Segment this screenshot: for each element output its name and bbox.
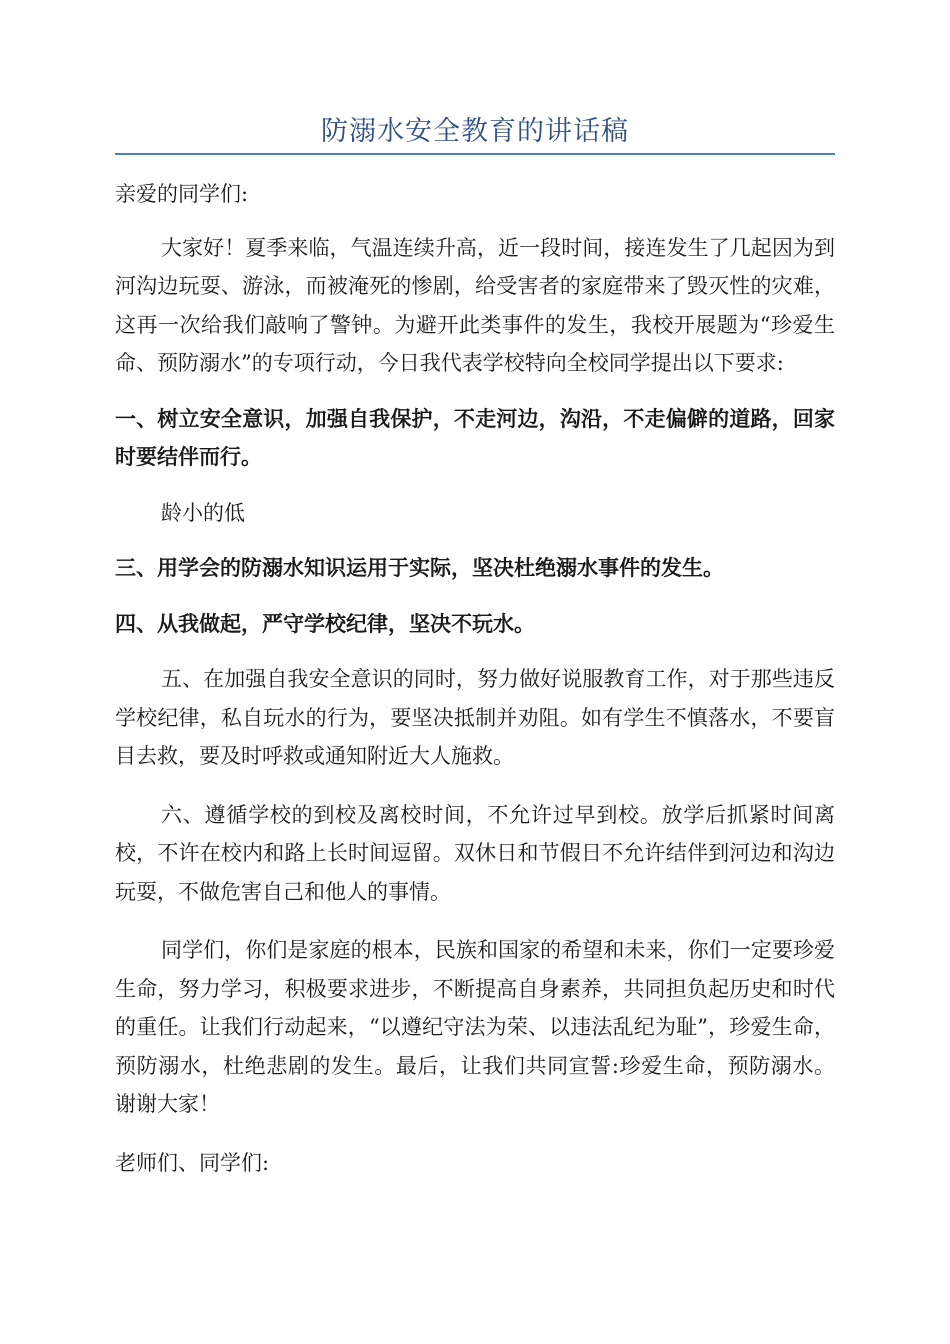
- requirement-4: 四、从我做起，严守学校纪律，坚决不玩水。: [115, 611, 535, 636]
- requirement-6: 六、遵循学校的到校及离校时间，不允许过早到校。放学后抓紧时间离校，不许在校内和路上长时间逗留。双休日和节假日不允许结伴到河边和沟边玩耍，不做危害自己和他人的事情。: [115, 802, 835, 904]
- requirement-3: 三、用学会的防溺水知识运用于实际，坚决杜绝溺水事件的发生。: [115, 556, 724, 580]
- intro-paragraph: 大家好！夏季来临，气温连续升高，近一段时间，接连发生了几起因为到河沟边玩耍、游泳，而被淹死的惨剧，给受害者的家庭带来了毁灭性的灾难，这再一次给我们敲响了警钟。为避开此类事件的发生，我校开展题为“珍爱生命、预防溺水”的专项行动，今日我代表学校特向全校同学提出以下要求:: [115, 235, 835, 375]
- next-salutation: 老师们、同学们:: [115, 1150, 270, 1175]
- requirement-5: 五、在加强自我安全意识的同时，努力做好说服教育工作，对于那些违反学校纪律，私自玩水的行为，要坚决抵制并劝阻。如有学生不慎落水，不要盲目去救，要及时呼救或通知附近大人施救。: [115, 667, 835, 768]
- document-body: [115, 175, 835, 1182]
- requirement-1: 一、树立安全意识，加强自我保护，不走河边，沟沿，不走偏僻的道路，回家时要结伴而行。: [115, 406, 835, 469]
- closing-paragraph: 同学们，你们是家庭的根本，民族和国家的希望和未来，你们一定要珍爱生命，努力学习，积极要求进步，不断提高自身素养，共同担负起历史和时代的重任。让我们行动起来，“以遵纪守法为荣、以违法乱纪为耻”，珍爱生命，预防溺水，杜绝悲剧的发生。最后，让我们共同宣誓:珍爱生命，预防溺水。谢谢大家！: [115, 938, 835, 1116]
- document-title: 防溺水安全教育的讲话稿: [321, 116, 629, 147]
- fragment-paragraph: 龄小的低: [161, 500, 245, 525]
- salutation: 亲爱的同学们:: [115, 182, 249, 206]
- title-underline: [115, 153, 835, 155]
